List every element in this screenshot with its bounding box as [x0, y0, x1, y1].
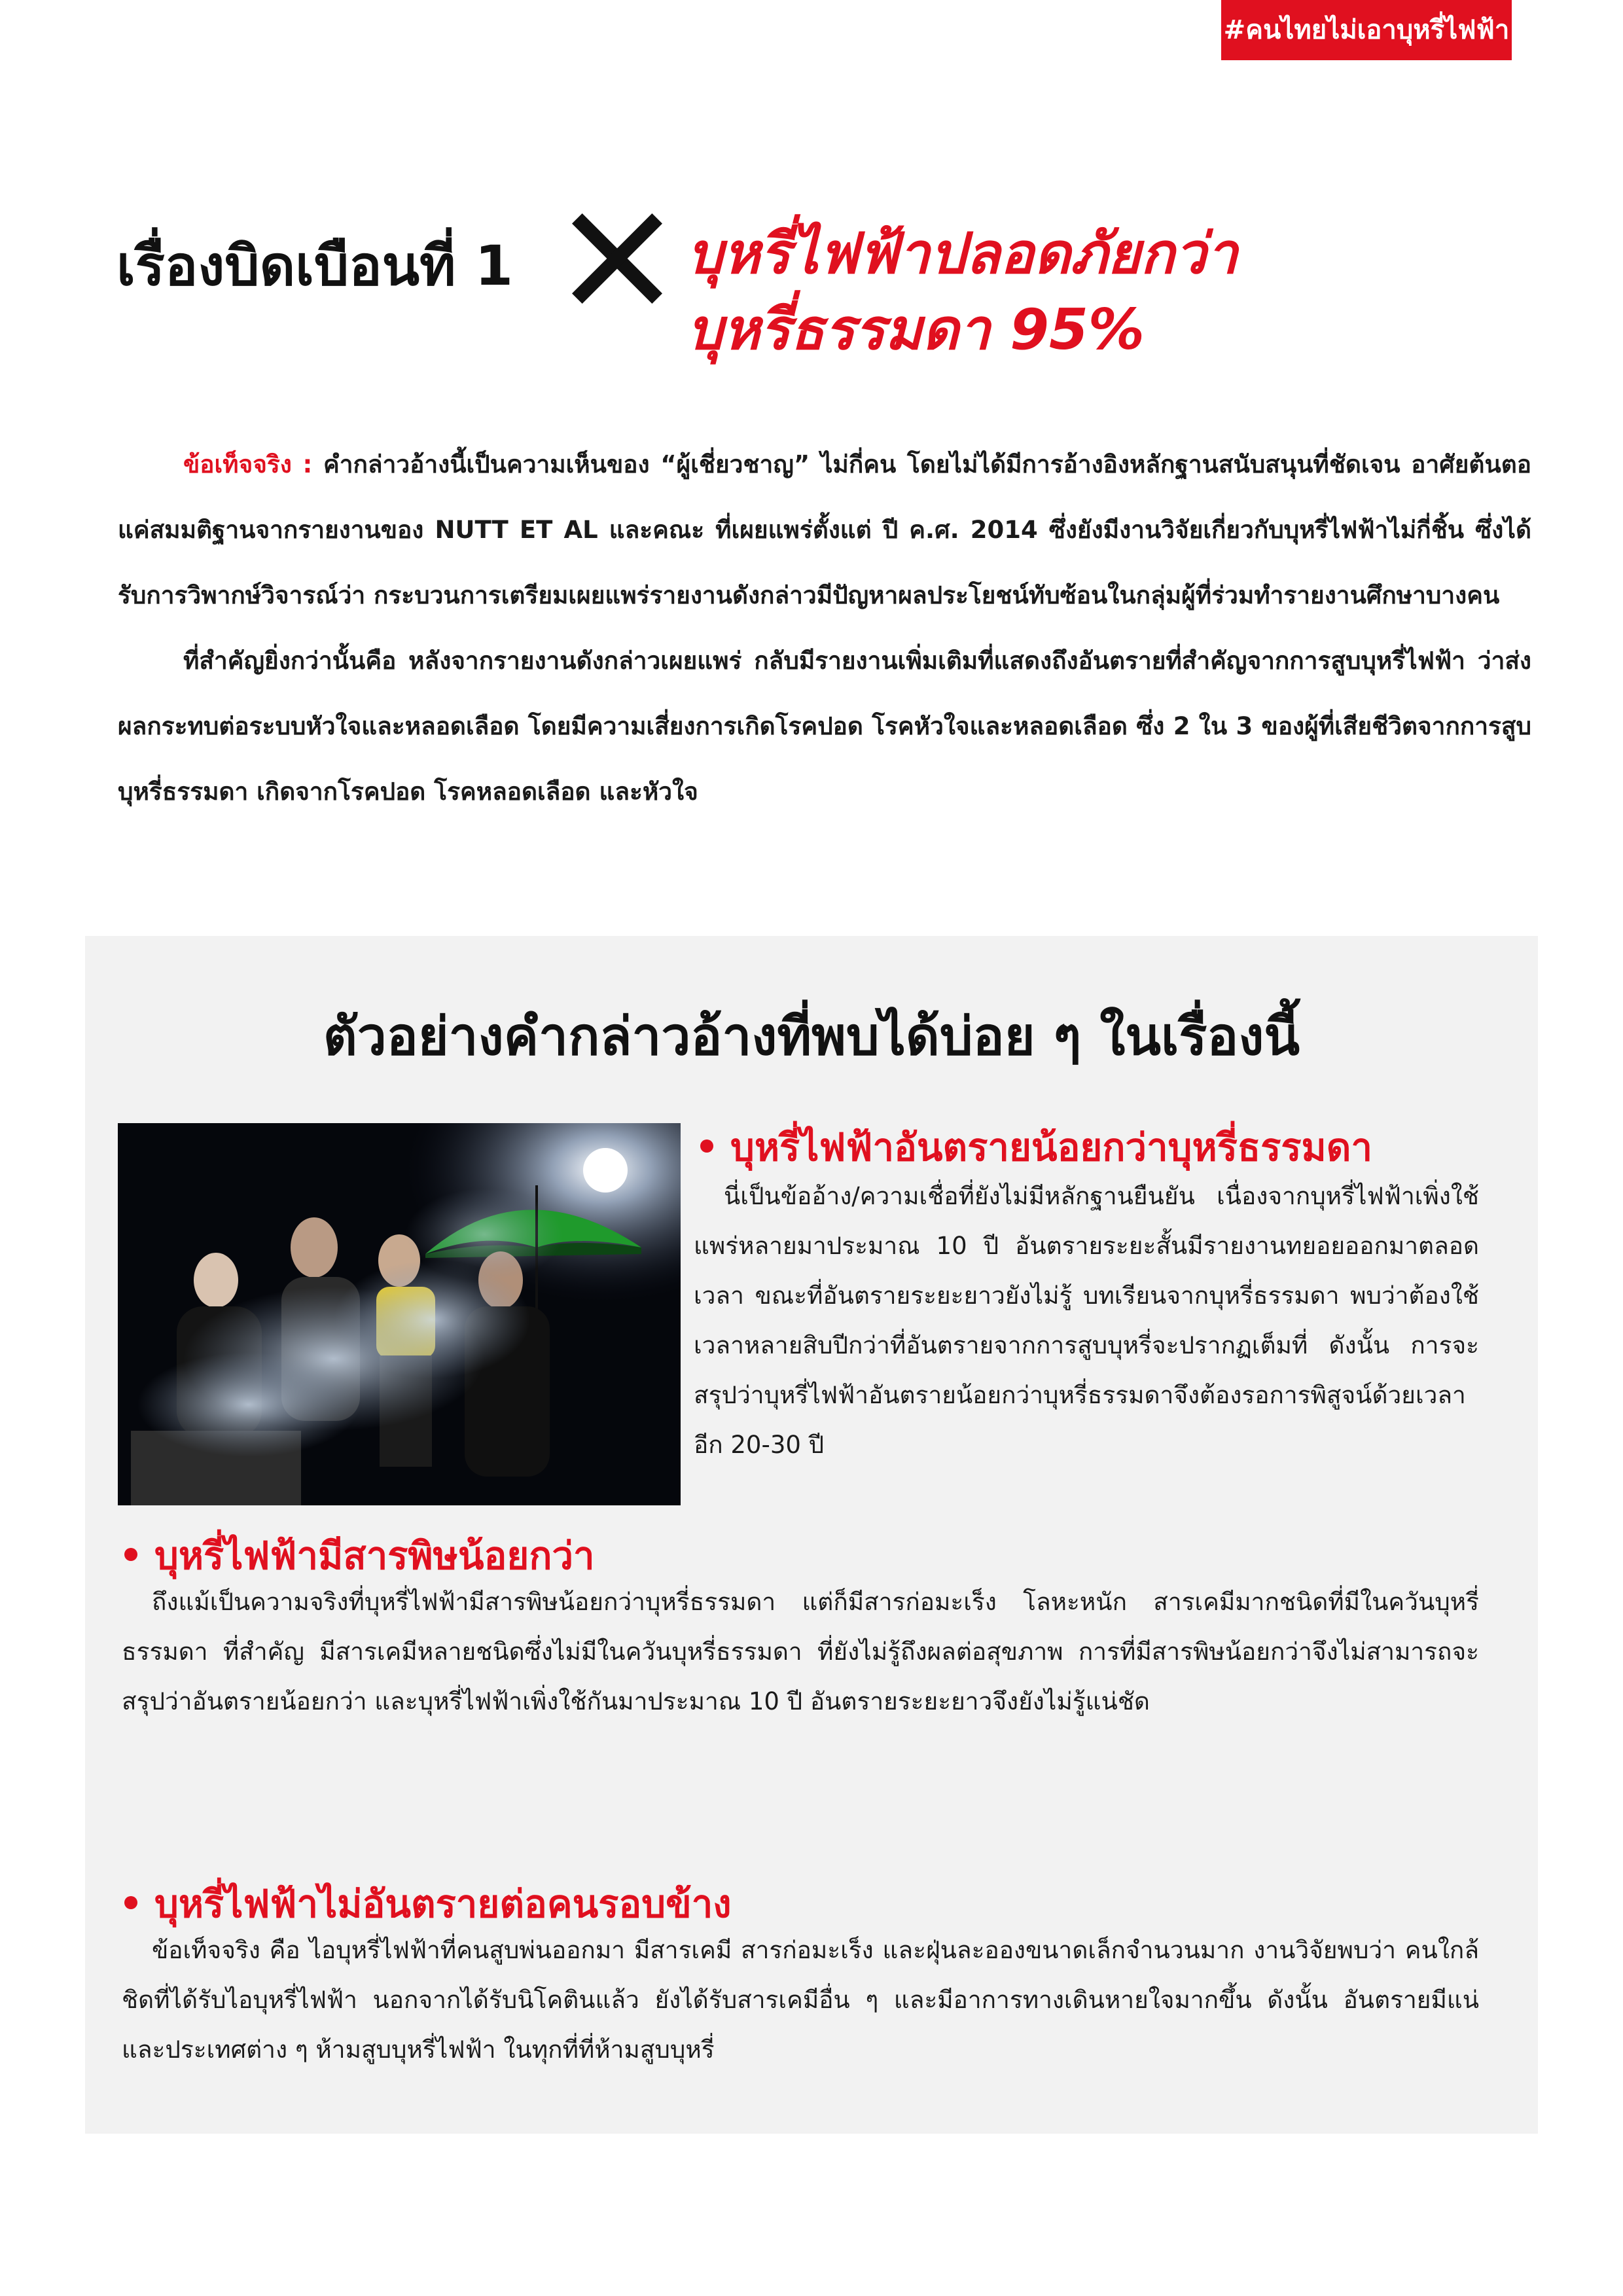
hashtag-tag: #คนไทยไม่เอาบุหรี่ไฟฟ้า — [1221, 0, 1512, 60]
bullet-icon — [124, 1896, 137, 1909]
fact-label: ข้อเท็จจริง : — [183, 450, 313, 478]
example-1-heading-text: บุหรี่ไฟฟ้าอันตรายน้อยกว่าบุหรี่ธรรมดา — [730, 1125, 1373, 1170]
fact-paragraph-1 — [118, 432, 1531, 628]
example-1-body-text: นี่เป็นข้ออ้าง/ความเชื่อที่ยังไม่มีหลักฐานยืนยัน เนื่องจากบุหรี่ไฟฟ้าเพิ่งใช้แพร่หลายมาประมาณ 10 ปี อันตรายระยะสั้นมีรายงานทยอยออกมาตลอดเวลา ขณะที่อันตรายระยะยาวยังไม่รู้ บทเรียนจากบุหรี่ธรรมดา พบว่าต้องใช้เวลาหลายสิบปีกว่าที่อันตรายจากการสูบบุหรี่จะปรากฏเต็มที่ ดังนั้น การจะสรุปว่าบุหรี่ไฟฟ้าอันตรายน้อยกว่าบุหรี่ธรรมดาจึงต้องรอการพิสูจน์ด้วยเวลาอีก 20-30 ปี — [694, 1182, 1479, 1459]
cross-icon — [562, 203, 673, 314]
bullet-icon — [124, 1548, 137, 1561]
example-3-body — [122, 1926, 1479, 2075]
examples-title: ตัวอย่างคำกล่าวอ้างที่พบได้บ่อย ๆ ในเรื่องนี้ — [323, 1006, 1300, 1067]
example-1-heading — [700, 1117, 1372, 1177]
examples-panel — [85, 936, 1538, 2134]
myth-claim-line1: บุหรี่ไฟฟ้าปลอดภัยกว่า — [687, 221, 1238, 287]
myth-claim-line2: บุหรี่ธรรมดา 95% — [687, 297, 1145, 363]
myth-number-heading: เรื่องบิดเบือนที่ 1 — [116, 234, 514, 298]
fact-paragraph-1-text: คำกล่าวอ้างนี้เป็นความเห็นของ “ผู้เชี่ยวชาญ” ไม่กี่คน โดยไม่ได้มีการอ้างอิงหลักฐานสนับสนุนที่ชัดเจน อาศัยต้นตอแค่สมมติฐานจากรายงานของ NUTT ET AL และคณะ ที่เผยแพร่ตั้งแต่ ปี ค.ศ. 2014 ซึ่งยังมีงานวิจัยเกี่ยวกับบุหรี่ไฟฟ้าไม่กี่ชิ้น ซึ่งได้รับการวิพากษ์วิจารณ์ว่า กระบวนการเตรียมเผยแพร่รายงานดังกล่าวมีปัญหาผลประโยชน์ทับซ้อนในกลุ่มผู้ที่ร่วมทำรายงานศึกษาบางคน — [118, 450, 1531, 609]
facts-section — [118, 432, 1531, 825]
bullet-icon — [700, 1139, 713, 1153]
myth-claim — [687, 216, 1407, 368]
example-3-body-text: ข้อเท็จจริง คือ ไอบุหรี่ไฟฟ้าที่คนสูบพ่นออกมา มีสารเคมี สารก่อมะเร็ง และฝุ่นละอองขนาดเล็กจำนวนมาก งานวิจัยพบว่า คนใกล้ชิดที่ได้รับไอบุหรี่ไฟฟ้า นอกจากได้รับนิโคตินแล้ว ยังได้รับสารเคมีอื่น ๆ และมีอาการทางเดินหายใจมากขึ้น ดังนั้น อันตรายมีแน่ และประเทศต่าง ๆ ห้ามสูบบุหรี่ไฟฟ้า ในทุกที่ที่ห้ามสูบบุหรี่ — [122, 1936, 1479, 2064]
vaping-photo — [118, 1123, 681, 1505]
example-1-body — [694, 1172, 1479, 1470]
example-2-body — [122, 1577, 1479, 1727]
fact-paragraph-2: ที่สำคัญยิ่งกว่านั้นคือ หลังจากรายงานดังกล่าวเผยแพร่ กลับมีรายงานเพิ่มเติมที่แสดงถึงอันตรายที่สำคัญจากการสูบบุหรี่ไฟฟ้า ว่าส่งผลกระทบต่อระบบหัวใจและหลอดเลือด โดยมีความเสี่ยงการเกิดโรคปอด โรคหัวใจและหลอดเลือด ซึ่ง 2 ใน 3 ของผู้ที่เสียชีวิตจากการสูบบุหรี่ธรรมดา เกิดจากโรคปอด โรคหลอดเลือด และหัวใจ — [118, 647, 1531, 806]
example-2-body-text: ถึงแม้เป็นความจริงที่บุหรี่ไฟฟ้ามีสารพิษน้อยกว่าบุหรี่ธรรมดา แต่ก็มีสารก่อมะเร็ง โลหะหนัก สารเคมีมากชนิดที่มีในควันบุหรี่ธรรมดา ที่สำคัญ มีสารเคมีหลายชนิดซึ่งไม่มีในควันบุหรี่ธรรมดา ที่ยังไม่รู้ถึงผลต่อสุขภาพ การที่มีสารพิษน้อยกว่าจึงไม่สามารถจะสรุปว่าอันตรายน้อยกว่า และบุหรี่ไฟฟ้าเพิ่งใช้กันมาประมาณ 10 ปี อันตรายระยะยาวจึงยังไม่รู้แน่ชัด — [122, 1588, 1479, 1715]
example-3-heading-text: บุหรี่ไฟฟ้าไม่อันตรายต่อคนรอบข้าง — [154, 1882, 732, 1926]
example-2-heading-text: บุหรี่ไฟฟ้ามีสารพิษน้อยกว่า — [154, 1534, 595, 1578]
